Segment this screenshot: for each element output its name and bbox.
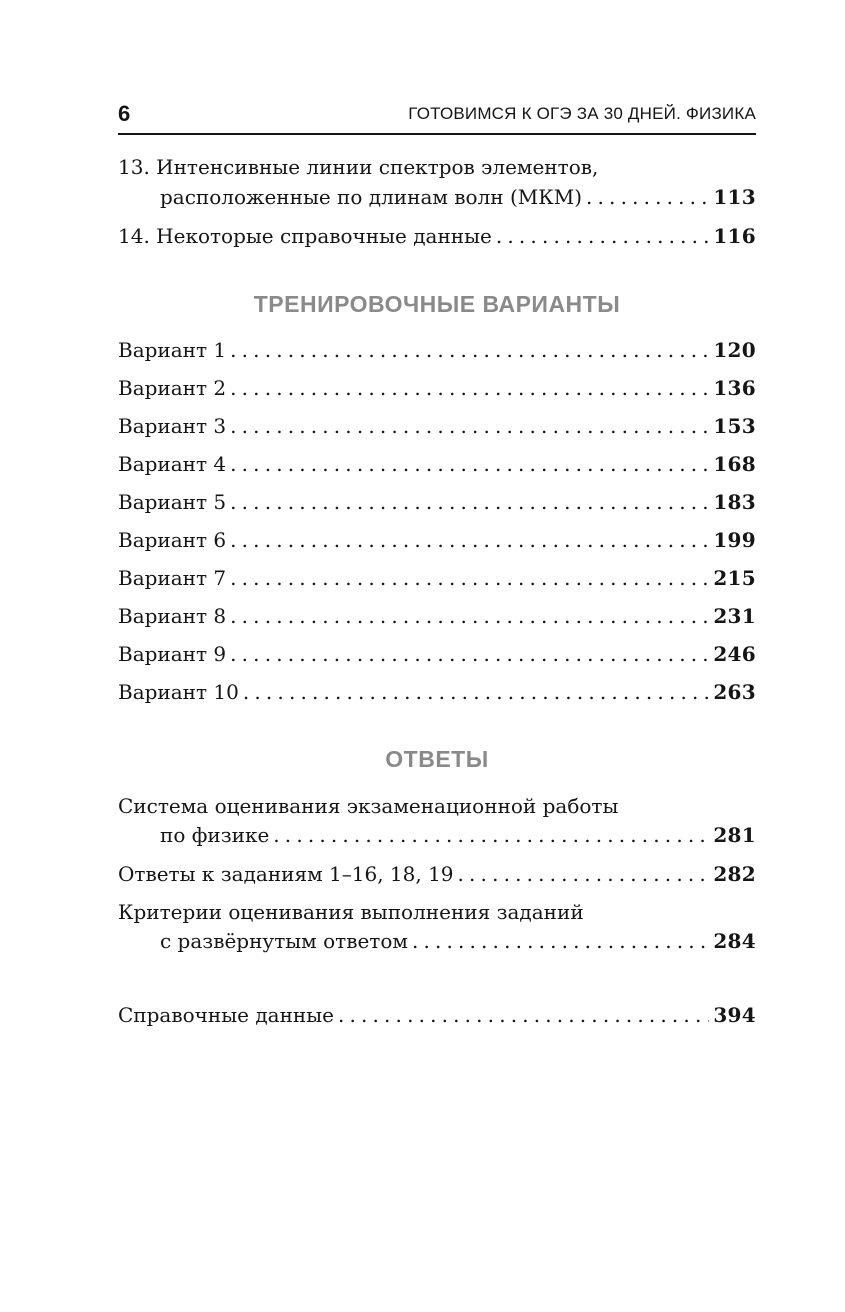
toc-entry-variant-1[interactable] [118,336,756,364]
toc-entry-reference[interactable] [118,1001,756,1029]
dot-leader [496,222,709,250]
section-heading-answers: ОТВЕТЫ [385,746,489,772]
toc-entry-title: по физике [160,823,270,847]
toc-entry-title: Вариант 5 [118,490,227,514]
toc-entry-title: Вариант 10 [118,680,239,704]
toc-page-number: 113 [713,185,756,209]
toc-entry-criteria[interactable] [160,927,756,955]
toc-page-number: 281 [713,823,756,847]
dot-leader [230,564,709,592]
toc-entry-title: Вариант 6 [118,528,227,552]
dot-leader [230,374,709,402]
dot-leader [230,640,709,668]
dot-leader [230,602,709,630]
toc-entry-variant-4[interactable] [118,450,756,478]
toc-entry-title: Вариант 2 [118,376,227,400]
toc-entry-variant-3[interactable] [118,412,756,440]
toc-entry-title: Критерии оценивания выполнения заданий [118,900,584,924]
toc-page-number: 153 [713,414,756,438]
dot-leader [586,183,709,211]
toc-entry-title: Справочные данные [118,1003,334,1027]
header-rule [118,133,756,135]
dot-leader [273,821,709,849]
dot-leader [230,488,709,516]
toc-page-number: 284 [713,929,756,953]
toc-entry-answers[interactable] [118,860,756,888]
toc-entry-variant-2[interactable] [118,374,756,402]
toc-entry-title: Вариант 7 [118,566,227,590]
running-title: ГОТОВИМСЯ К ОГЭ ЗА 30 ДНЕЙ. ФИЗИКА [408,104,756,123]
toc-entry-title: Вариант 8 [118,604,227,628]
toc-entry-title: Вариант 1 [118,338,227,362]
toc-entry-variant-5[interactable] [118,488,756,516]
dot-leader [243,678,709,706]
toc-entry-criteria-line1 [118,898,756,926]
toc-entry-grading-line1 [118,792,756,820]
toc-entry-title: Вариант 9 [118,642,227,666]
dot-leader [412,927,709,955]
toc-entry-title: Ответы к заданиям 1–16, 18, 19 [118,862,454,886]
toc-page-number: 168 [713,452,756,476]
toc-entry-variant-7[interactable] [118,564,756,592]
dot-leader [230,412,709,440]
toc-page-number: 263 [713,680,756,704]
dot-leader [230,526,709,554]
toc-entry-13-line1 [118,153,756,181]
toc-entry-variant-10[interactable] [118,678,756,706]
page-number: 6 [118,101,131,126]
toc-page-number: 199 [713,528,756,552]
dot-leader [230,450,709,478]
toc-entry-grading[interactable] [160,821,756,849]
dot-leader [458,860,710,888]
toc-entry-13[interactable] [160,183,756,211]
toc-page-number: 183 [713,490,756,514]
page-header [118,101,756,131]
toc-page-number: 282 [713,862,756,886]
toc-entry-title: Система оценивания экзаменационной работы [118,794,619,818]
toc-page-number: 120 [713,338,756,362]
dot-leader [338,1001,709,1029]
toc-entry-title: Вариант 4 [118,452,227,476]
toc-entry-14[interactable] [118,222,756,250]
toc-page-number: 231 [713,604,756,628]
dot-leader [230,336,709,364]
toc-page-number: 116 [713,224,756,248]
toc-entry-variant-6[interactable] [118,526,756,554]
section-heading-training: ТРЕНИРОВОЧНЫЕ ВАРИАНТЫ [253,291,621,317]
toc-page-number: 215 [713,566,756,590]
toc-entry-variant-8[interactable] [118,602,756,630]
toc-page-number: 394 [713,1003,756,1027]
toc-page-number: 246 [713,642,756,666]
toc-entry-title: 14. Некоторые справочные данные [118,224,492,248]
toc-entry-title: Вариант 3 [118,414,227,438]
toc-entry-title: 13. Интенсивные линии спектров элементов, [118,155,599,179]
toc-entry-variant-9[interactable] [118,640,756,668]
toc-entry-title: с развёрнутым ответом [160,929,408,953]
toc-entry-title: расположенные по длинам волн (МКМ) [160,185,583,209]
toc-page-number: 136 [713,376,756,400]
